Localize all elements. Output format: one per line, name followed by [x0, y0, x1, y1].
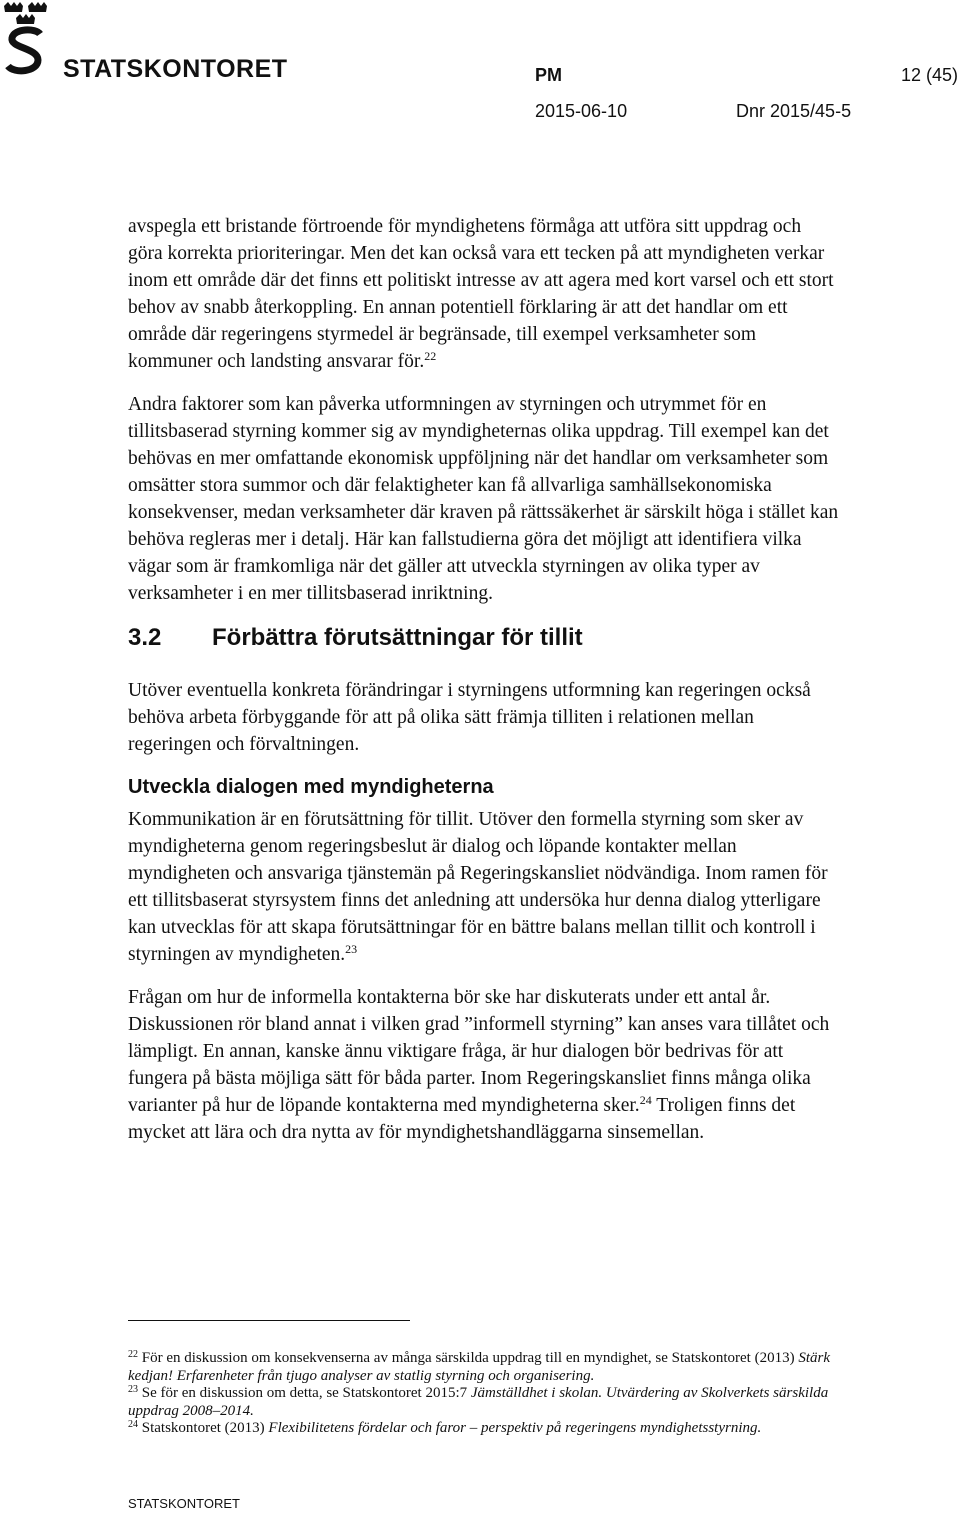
footnotes: [128, 1350, 840, 1438]
paragraph-text: Frågan om hur de informella kontakterna bör ske har diskuterats under ett antal år. Diskussionen rör bland annat i vilken grad ”informell styrning” kan anses vara tillåtet och lämpligt. En annan, kanske ännu viktigare fråga, är hur dialogen bör bedrivas för att fungera på bästa möjliga sätt för båda parter. Inom Regeringskansliet finns många olika varianter på hur de löpande kontakterna med myndigheterna sker.: [128, 987, 830, 1116]
paragraph: [128, 984, 840, 1146]
footnote: [128, 1420, 840, 1438]
footnote-number: 23: [128, 1384, 138, 1395]
doc-date: 2015-06-10: [535, 101, 628, 121]
paragraph-text: avspegla ett bristande förtroende för myndighetens förmåga att utföra sitt uppdrag och göra korrekta prioriteringar. Men det kan också vara ett tecken på att myndigheten verkar inom ett område där det finns ett politiskt intresse av att agera med kort varsel och ett stort behov av snabb återkoppling. En annan potentiell förklaring är att det handlar om ett område där regeringens styrmedel är begränsade, till exempel verksamheter som kommuner och landsting ansvarar för.: [128, 216, 834, 372]
footnote-ref: 23: [345, 942, 358, 956]
footnote-title: Flexibilitetens fördelar och faror – perspektiv på regeringens myndighetsstyrning.: [268, 1420, 762, 1436]
footnote: [128, 1385, 840, 1420]
logo-text: STATSKONTORET: [63, 55, 288, 83]
footnote-number: 24: [128, 1419, 138, 1430]
main-content: [128, 213, 840, 1146]
crowns-s-logo-icon: [2, 0, 48, 80]
page-number: 12 (45): [900, 65, 958, 85]
footnote-text: Se för en diskussion om detta, se Statskontoret 2015:7: [141, 1385, 468, 1401]
subheading: Utveckla dialogen med myndigheterna: [128, 776, 494, 798]
footnote: [128, 1350, 840, 1385]
paragraph: Utöver eventuella konkreta förändringar i styrningens utformning kan regeringen också behöva arbeta förbyggande för att på olika sätt främja tilliten i relationen mellan regeringen och förvaltningen.: [128, 680, 811, 755]
footnote-number: 22: [128, 1349, 138, 1360]
footer-text: STATSKONTORET: [128, 1496, 240, 1511]
doc-type: PM: [535, 65, 562, 85]
footnote-divider: [128, 1320, 410, 1321]
doc-dnr: Dnr 2015/45-5: [736, 101, 852, 121]
paragraph-text: Kommunikation är en förutsättning för tillit. Utöver den formella styrning som sker av myndigheterna genom regeringsbeslut är dialog och löpande kontakter mellan myndigheten och ansvariga tjänstemän på Regeringskansliet nödvändiga. Inom ramen för ett tillitsbaserat styrsystem finns det anledning att undersöka hur denna dialog ytterligare kan utvecklas för att skapa förutsättningar för en bättre balans mellan tillit och kontroll i styrningen av myndigheten.: [128, 809, 828, 965]
paragraph: [128, 806, 840, 968]
footnote-ref: 22: [424, 349, 437, 363]
section-heading: [128, 623, 840, 653]
footnote-title: Stärk kedjan! Erfarenheter från tjugo analyser av statlig styrning och organisering.: [128, 1350, 830, 1384]
paragraph-text: Troligen finns det mycket att lära och dra nytta av för myndighetshandläggarna sinsemellan.: [128, 1095, 796, 1143]
paragraph: Andra faktorer som kan påverka utformningen av styrningen och utrymmet för en tillitsbaserad styrning kommer sig av myndigheternas olika uppdrag. Till exempel kan det behövas en mer omfattande ekonomisk uppföljning när det handlar om verksamheter som omsätter stora summor och där felaktigheter kan få allvarliga samhällsekonomiska konsekvenser, medan verksamheter där kraven på rättssäkerhet är särskilt höga i stället kan behöva regleras mer i detalj. Här kan fallstudierna göra det möjligt att identifiera vilka vägar som är framkomliga när det gäller att utveckla styrningen av olika typer av verksamheter i en mer tillitsbaserad inriktning.: [128, 394, 839, 604]
footnote-text: För en diskussion om konsekvenserna av många särskilda uppdrag till en myndighet, se Statskontoret (2013): [141, 1350, 795, 1366]
footnote-title: Jämställdhet i skolan. Utvärdering av Skolverkets särskilda uppdrag 2008–2014.: [128, 1385, 829, 1419]
section-title: Förbättra förutsättningar för tillit: [212, 624, 583, 651]
footnote-ref: 24: [639, 1093, 652, 1107]
footnote-text: Statskontoret (2013): [141, 1420, 265, 1436]
section-number: 3.2: [128, 624, 162, 651]
paragraph: [128, 213, 840, 375]
